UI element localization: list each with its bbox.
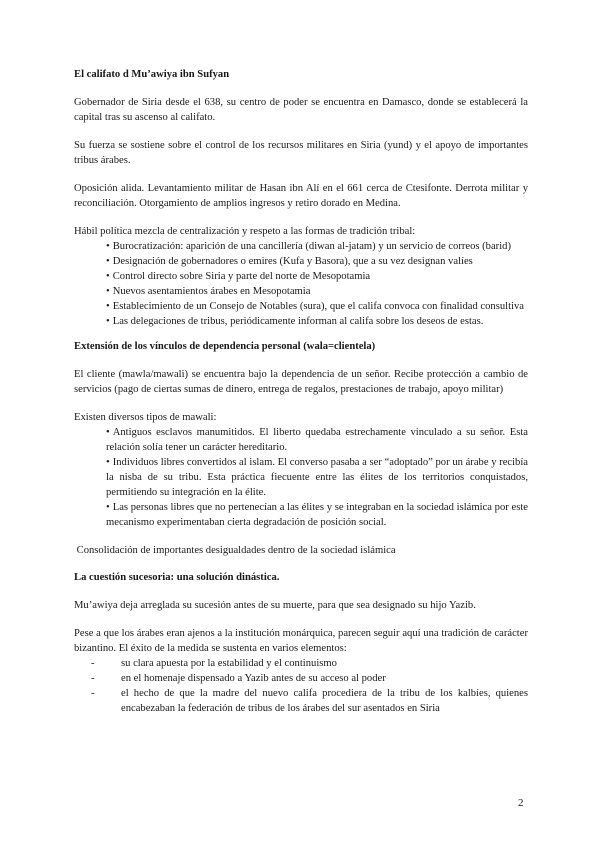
page-number: 2	[518, 797, 524, 809]
bullet-marker: •	[106, 427, 110, 438]
list-item: • Control directo sobre Siria y parte del norte de Mesopotamia	[106, 271, 371, 282]
bullet-list	[74, 239, 528, 329]
bullet-marker: •	[106, 256, 110, 267]
section-title-wala: Extensión de los vínculos de dependencia personal (wala=clientela)	[74, 341, 376, 352]
bullet-list	[74, 425, 528, 530]
list-item: - en el homenaje dispensado a Yazib antes de su acceso al poder	[91, 673, 386, 684]
dash-marker: -	[91, 673, 95, 684]
list-item: - su clara apuesta por la estabilidad y el continuismo	[91, 658, 337, 669]
bullet-marker: •	[106, 241, 110, 252]
bullet-marker: •	[106, 271, 110, 282]
bullet-marker: •	[106, 286, 110, 297]
bullet-marker: •	[106, 316, 110, 327]
list-item: • Burocratización: aparición de una cancillería (diwan al-jatam) y un servicio de correos (barid)	[106, 241, 511, 252]
paragraph: El cliente (mawla/mawali) se encuentra bajo la dependencia de un señor. Recibe protección a cambio de servicios (pago de ciertas sumas de dinero, entrega de regalos, prestaciones de trabajo, apoyo militar)	[74, 369, 528, 395]
list-item: • Individuos libres convertidos al islam. El converso pasaba a ser “adoptado” por un árabe y recibía la nisba de su tribu. Esta práctica fiecuente entre las élites de los territorios conquistados, permitiendo su integración en la élite.	[106, 457, 528, 498]
list-item: • Establecimiento de un Consejo de Notables (sura), que el califa convoca con finalidad consultiva	[106, 301, 524, 312]
document-page	[74, 68, 528, 716]
dash-marker: -	[91, 688, 95, 699]
bullet-marker: •	[106, 502, 110, 513]
list-item: • Designación de gobernadores o emires (Kufa y Basora), que a su vez designan valíes	[106, 256, 473, 267]
list-item: • Antiguos esclavos manumitidos. El liberto quedaba estrechamente vinculado a su señor. Esta relación solía tener un carácter hereditario.	[106, 427, 528, 453]
paragraph: Hábil política mezcla de centralización y respeto a las formas de tradición tribal:	[74, 226, 416, 237]
paragraph: Consolidación de importantes desigualdades dentro de la sociedad islámica	[74, 545, 396, 556]
list-item: • Las personas libres que no pertenecían a las élites y se integraban en la sociedad islámica por este mecanismo experimentaban cierta degradación de posición social.	[106, 502, 528, 528]
section-title-sucesion: La cuestión sucesoria: una solución dinástica.	[74, 572, 280, 583]
paragraph: Existen diversos tipos de mawali:	[74, 412, 217, 423]
list-item: - el hecho de que la madre del nuevo califa procediera de la tribu de los kalbíes, quienes encabezaban la federación de tribus de los árabes del sur asentados en Siria	[91, 688, 528, 714]
list-item: • Las delegaciones de tribus, periódicamente informan al califa sobre los deseos de estas.	[106, 316, 484, 327]
section-title-califato: El califato d Mu’awiya ibn Sufyan	[74, 69, 230, 80]
dash-list	[74, 656, 528, 716]
paragraph: Su fuerza se sostiene sobre el control de los recursos militares en Siria (yund) y el apoyo de importantes tribus árabes.	[74, 140, 528, 166]
paragraph: Oposición alida. Levantamiento militar de Hasan ibn Alí en el 661 cerca de Ctesifonte. Derrota militar y reconciliación. Otorgamiento de amplios ingresos y retiro dorado en Medina.	[74, 183, 528, 209]
paragraph: Mu’awiya deja arreglada su sucesión antes de su muerte, para que sea designado su hijo Yazib.	[74, 600, 476, 611]
paragraph: Gobernador de Siria desde el 638, su centro de poder se encuentra en Damasco, donde se establecerá la capital tras su ascenso al califato.	[74, 97, 528, 123]
dash-marker: -	[91, 658, 95, 669]
bullet-marker: •	[106, 301, 110, 312]
list-item: • Nuevos asentamientos árabes en Mesopotamia	[106, 286, 311, 297]
paragraph: Pese a que los árabes eran ajenos a la institución monárquica, parecen seguir aquí una tradición de carácter bizantino. El éxito de la medida se sustenta en varios elementos:	[74, 628, 528, 654]
bullet-marker: •	[106, 457, 110, 468]
